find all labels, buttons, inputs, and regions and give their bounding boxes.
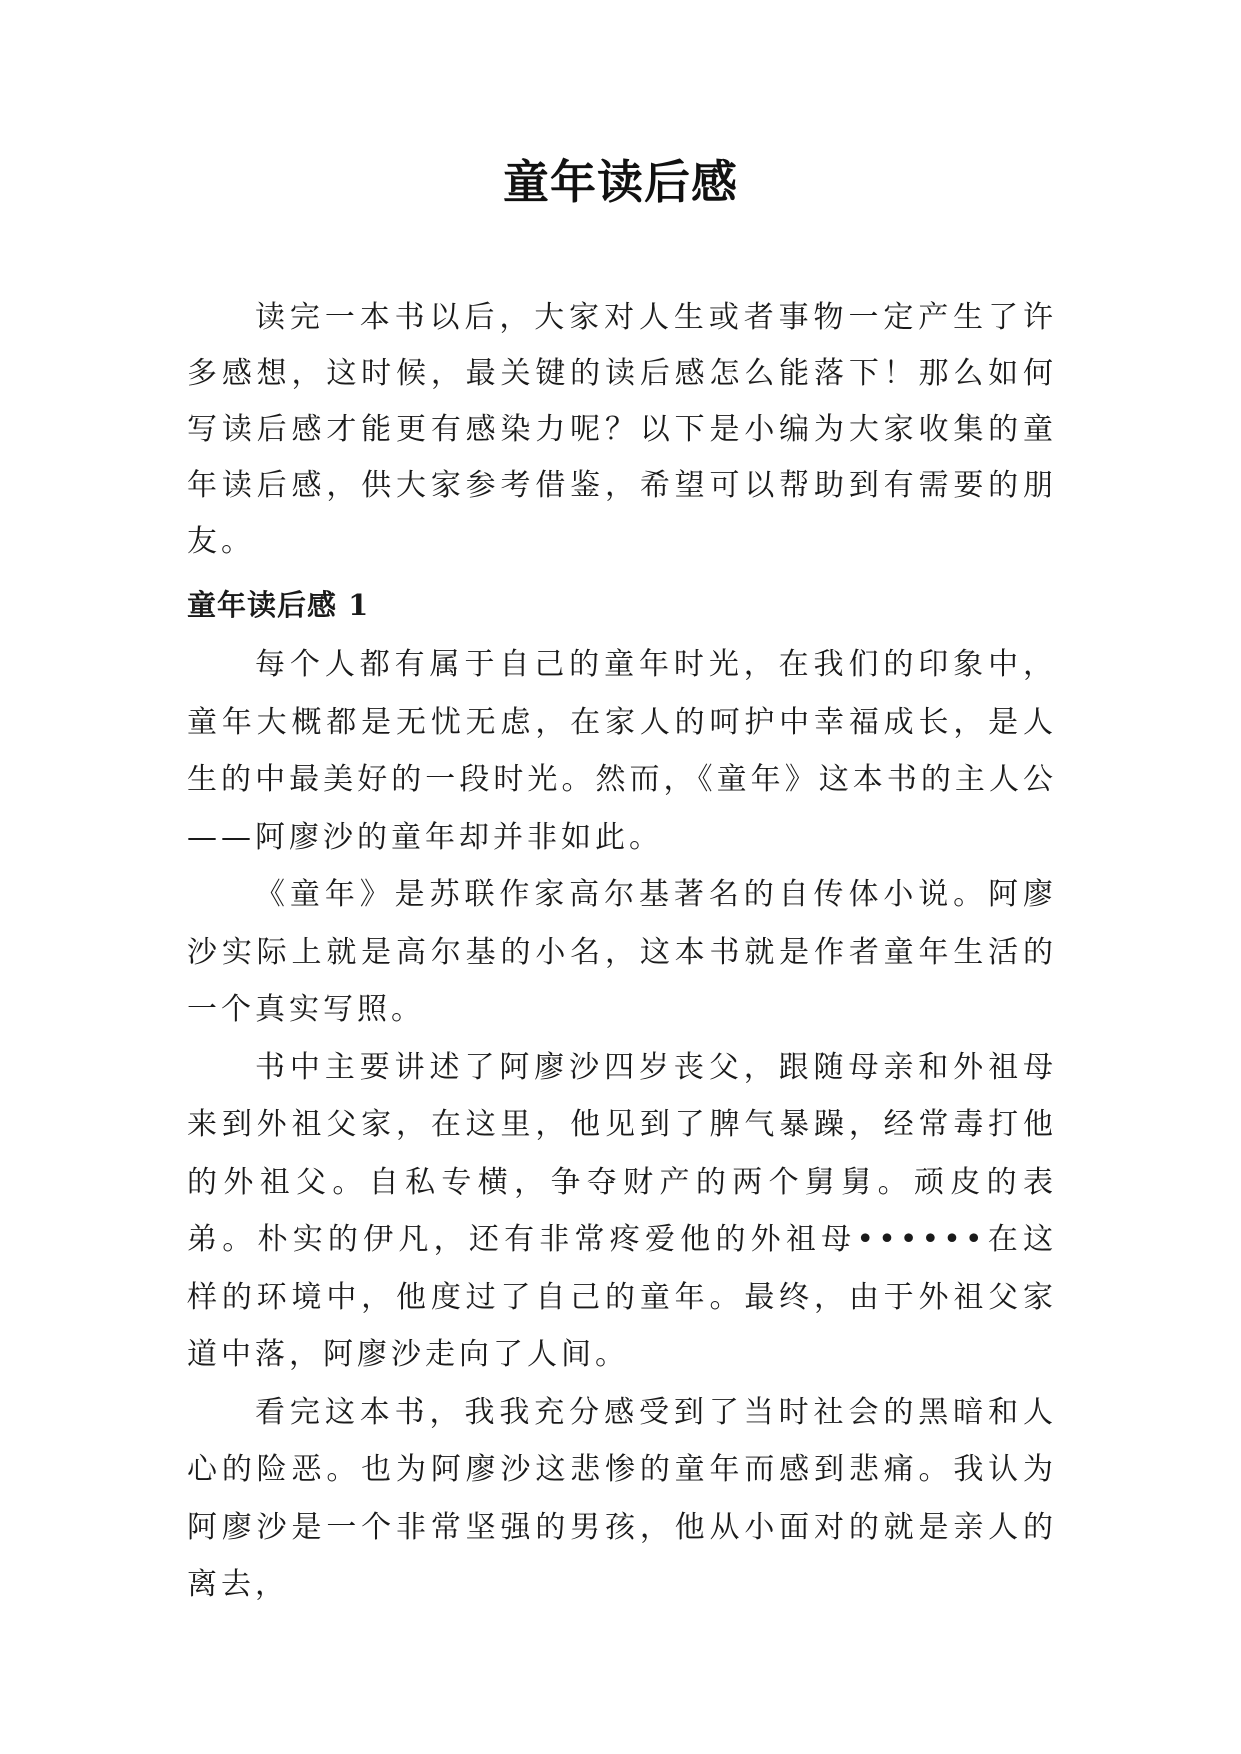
body-paragraph: 每个人都有属于自己的童年时光，在我们的印象中，童年大概都是无忧无虑，在家人的呵护中幸福成长，是人生的中最美好的一段时光。然而，《童年》这本书的主人公——阿廖沙的童年却并非如此。 <box>187 647 1057 855</box>
body-paragraph: 《童年》是苏联作家高尔基著名的自传体小说。阿廖沙实际上就是高尔基的小名，这本书就是作者童年生活的一个真实写照。 <box>187 877 1057 1027</box>
body-paragraph: 书中主要讲述了阿廖沙四岁丧父，跟随母亲和外祖母来到外祖父家，在这里，他见到了脾气暴躁，经常毒打他的外祖父。自私专横，争夺财产的两个舅舅。顽皮的表弟。朴实的伊凡，还有非常疼爱他的外祖母••••••在这样的环境中，他度过了自己的童年。最终，由于外祖父家道中落，阿廖沙走向了人间。 <box>187 1049 1057 1372</box>
intro-paragraph: 读完一本书以后，大家对人生或者事物一定产生了许多感想，这时候，最关键的读后感怎么能落下！那么如何写读后感才能更有感染力呢？以下是小编为大家收集的童年读后感，供大家参考借鉴，希望可以帮助到有需要的朋友。 <box>187 300 1057 559</box>
section-body <box>187 636 1057 1614</box>
section-heading: 童年读后感 1 <box>187 588 370 622</box>
page-title: 童年读后感 <box>503 155 738 209</box>
body-paragraph: 看完这本书，我我充分感受到了当时社会的黑暗和人心的险恶。也为阿廖沙这悲惨的童年而感到悲痛。我认为阿廖沙是一个非常坚强的男孩，他从小面对的就是亲人的离去， <box>187 1394 1057 1602</box>
